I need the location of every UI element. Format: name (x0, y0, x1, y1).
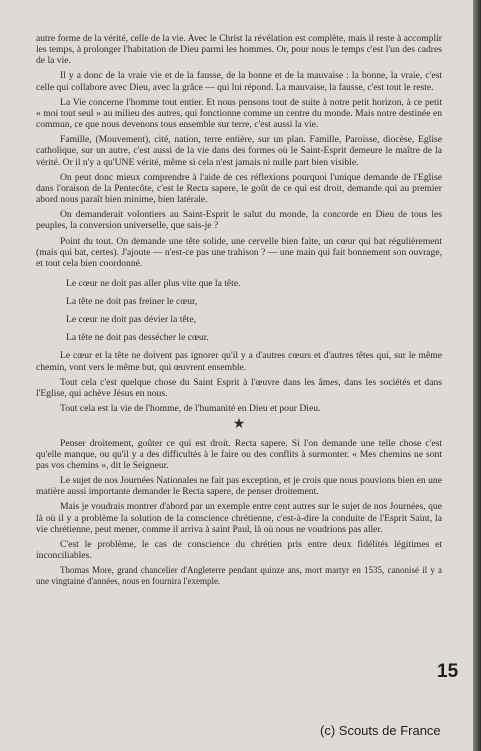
paragraph: C'est le problème, le cas de conscience du chrétien pris entre deux fidélités légitimes et inconciliables. (36, 538, 442, 561)
paragraph: Mais je voudrais montrer d'abord par un exemple entre cent autres sur le sujet de nos Journées, que là où il y a problème la solution de la conscience chrétienne, c'est-à-dire la conduite de l'Esprit Saint, la vie chrétienne, peut mener, comme il arriva à saint Paul, là où nous ne voudrions pas aller. (36, 501, 442, 535)
paragraph: Tout cela est la vie de l'homme, de l'humanité en Dieu et pour Dieu. (60, 403, 321, 415)
paragraph: autre forme de la vérité, celle de la vie. Avec le Christ la révélation est complète, mais il reste à accomplir les temps, à prolonger l'habitation de Dieu parmi les hommes. Or, pour nous le temps c'est l'un des cadres de la vie. (36, 33, 442, 67)
paragraph: On demanderait volontiers au Saint-Esprit le salut du monde, la concorde en Dieu de tous les peuples, la conversion universelle, que sais-je ? (36, 209, 442, 232)
verse-line: La tête ne doit pas dessécher le cœur. (66, 332, 209, 344)
paragraph: On peut donc mieux comprendre à l'aide de ces réflexions pourquoi l'unique demande de l'Eglise dans l'oraison de la Pentecôte, c'est le Recta sapere, le goût de ce qui est droit, demande qui au premier abord nous paraît bien minime, bien latérale. (36, 171, 442, 205)
page-edge-shadow (473, 0, 481, 751)
verse-line: Le cœur ne doit pas aller plus vite que la tête. (66, 278, 241, 290)
paragraph: Le sujet de nos Journées Nationales ne fait pas exception, et je crois que nous pouvions bien en une matière aussi importante demander le Recta sapere, de penser droitement. (36, 475, 442, 498)
copyright-credit: (c) Scouts de France (320, 723, 441, 738)
paragraph: Famille, (Mouvement), cité, nation, terre entière, sur un plan. Famille, Paroisse, diocèse, Eglise catholique, sur un autre, c'est aussi de la vie dans des formes où le Saint-Esprit demeure le maître de la vérité. Or il n'y a qu'UNE vérité, même si cela n'est jamais ni nulle part bien visible. (36, 134, 442, 168)
paragraph: Point du tout. On demande une tête solide, une cervelle bien faite, un cœur qui bat régulièrement (mais qui bat, certes). J'ajoute — n'est-ce pas une trahison ? — une main qui fait bonnement son ouvrage, et tout cela bien coordonné. (36, 235, 442, 269)
paragraph: Penser droitement, goûter ce qui est droit. Recta sapere. Si l'on demande une telle chose c'est qu'elle manque, ou qu'il y a des difficultés à le faire ou des conflits à surmonter. « Mes chemins ne sont pas vos chemins », dit le Seigneur. (36, 437, 442, 471)
paragraph: Thomas More, grand chancelier d'Angleterre pendant quinze ans, mort martyr en 1535, canonisé il y a une vingtaine d'années, nous en fournira l'exemple. (36, 565, 442, 587)
body-text (36, 33, 442, 592)
verse-line: La tête ne doit pas freiner le cœur, (66, 296, 198, 308)
paragraph: Tout cela c'est quelque chose du Saint Esprit à l'œuvre dans les âmes, dans les sociétés et dans l'Eglise, qui achève Jésus en nous. (36, 376, 442, 399)
paragraph: Le cœur et la tête ne doivent pas ignorer qu'il y a d'autres cœurs et d'autres têtes qui, sur le même chemin, vont vers le même but, qui œuvrent ensemble. (36, 350, 442, 373)
paragraph: Il y a donc de la vraie vie et de la fausse, de la bonne et de la mauvaise : la bonne, la vraie, c'est celle qui collabore avec Dieu, avec la grâce — qui lui répond. La mauvaise, la fausse, c'est tout le reste. (36, 70, 442, 93)
verse-line: Le cœur ne doit pas dévier la tête, (66, 314, 196, 326)
page-number: 15 (437, 661, 459, 682)
paragraph: La Vie concerne l'homme tout entier. Et nous pensons tout de suite à notre petit horizon, à ce petit « moi tout seul » au milieu des autres, qui fonctionne comme un centre du monde. Mais notre destinée en commun, ce que nous devenons tous ensemble sur terre, c'est aussi la vie. (36, 96, 442, 131)
star-separator: ★ (232, 416, 246, 432)
